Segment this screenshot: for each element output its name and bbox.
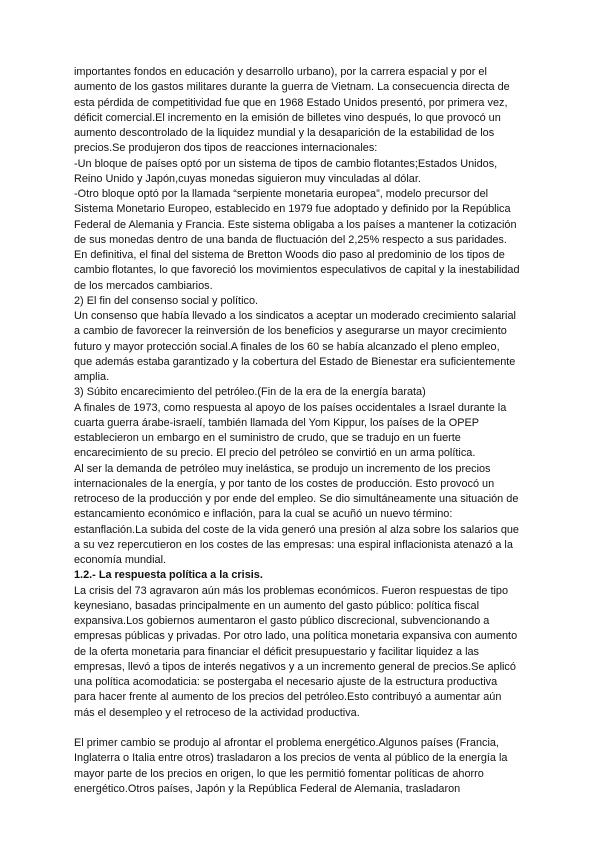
text-line: establecieron un embargo en el suministro de crudo, que se tradujo en un fuerte [74, 432, 461, 444]
text-line: estancamiento económico e inflación, para la cual se acuñó un nuevo término: [74, 508, 453, 521]
text-line: esta pérdida de competitividad fue que en 1968 Estado Unidos presentó, por primera vez, [74, 96, 508, 109]
text-line: -Otro bloque optó por la llamada “serpiente monetaria europea”, modelo precursor del [74, 188, 489, 200]
text-line: aumento de los gastos militares durante la guerra de Vietnam. La consecuencia directa de [74, 81, 510, 94]
text-line: de la oferta monetaria para financiar el déficit presupuestario y facilitar liquidez a las [74, 645, 479, 658]
text-line: amplia. [74, 371, 110, 383]
text-line: futuro y mayor protección social.A finales de los 60 se había alcanzado el pleno empleo, [74, 340, 500, 353]
text-line: retroceso de la producción y por ende del empleo. Se dio simultáneamente una situación de [74, 493, 519, 505]
text-line: aumento descontrolado de la liquidez mundial y la desaparición de la estabilidad de los [74, 127, 495, 139]
text-line: a su vez repercutieron en los costes de las empresas: una espiral inflacionista atenazó a la [74, 538, 513, 551]
text-line: precios.Se produjeron dos tipos de reacciones internacionales: [74, 142, 378, 155]
text-line: Inglaterra o Italia entre otros) trasladaron a los precios de venta al público de la energía la [74, 752, 508, 765]
text-line: que además estaba garantizado y la cobertura del Estado de Bienestar era suficientemente [74, 355, 516, 368]
text-line: Sistema Monetario Europeo, establecido en 1979 fue adoptado y definido por la República [74, 203, 511, 216]
text-line: empresas, llevó a tipos de interés negativos y a un incremento general de precios.Se aplicó [74, 660, 516, 673]
text-line: estanflación.La subida del coste de la vida generó una presión al alza sobre los salarios que [74, 523, 519, 536]
text-line: economía mundial. [74, 554, 167, 566]
text-line: Federal de Alemania y Francia. Este sistema obligaba a los países a mantener la cotización [74, 218, 517, 231]
text-line: Al ser la demanda de petróleo muy inelástica, se produjo un incremento de los precios [74, 462, 491, 475]
text-line: Un consenso que había llevado a los sindicatos a aceptar un moderado crecimiento salarial [74, 310, 516, 322]
text-line: energético.Otros países, Japón y la República Federal de Alemania, trasladaron [74, 782, 461, 795]
text-line: para hacer frente al aumento de los precios del petróleo.Esto contribuyó a aumentar aún [74, 691, 502, 704]
text-line: cuarta guerra árabe-israelí, también llamada del Yom Kippur, los países de la OPEP [74, 416, 479, 429]
text-line: una política acomodaticia: se postergaba el necesario ajuste de la estructura productiva [74, 676, 498, 688]
section-heading: 1.2.- La respuesta política a la crisis. [74, 569, 263, 582]
text-line: expansiva.Los gobiernos aumentaron el gasto público discrecional, subvencionando a [74, 615, 490, 627]
text-line: de sus monedas dentro de una banda de fluctuación del 2,25% respecto a sus paridades. [74, 233, 507, 246]
text-line: mayor parte de los precios en origen, lo que les permitió fomentar políticas de ahorro [74, 767, 484, 780]
paragraph-gap [74, 721, 534, 736]
text-line: keynesiano, basadas principalmente en un aumento del gasto público: política fiscal [74, 599, 480, 612]
text-line: cambio flotantes, lo que favoreció los movimientos especulativos de capital y la inestabilidad [74, 264, 520, 277]
text-line: Reino Unido y Japón,cuyas monedas siguieron muy vinculadas al dólar. [74, 172, 421, 185]
text-line: internacionales de la energía, y por tanto de los costes de producción. Esto provocó un [74, 477, 495, 490]
text-line: 3) Súbito encarecimiento del petróleo.(Fin de la era de la energía barata) [74, 386, 426, 399]
text-line: -Un bloque de países optó por un sistema de tipos de cambio flotantes;Estados Unidos, [74, 157, 498, 170]
text-line: de los mercados cambiarios. [74, 279, 213, 292]
text-line: A finales de 1973, como respuesta al apoyo de los países occidentales a Israel durante la [74, 401, 507, 414]
document-page [74, 65, 534, 797]
text-line: encarecimiento de su precio. El precio del petróleo se convirtió en un arma política. [74, 447, 476, 460]
text-line: El primer cambio se produjo al afrontar el problema energético.Algunos países (Francia, [74, 737, 499, 749]
text-line: importantes fondos en educación y desarrollo urbano), por la carrera espacial y por el [74, 66, 487, 78]
text-line: 2) El fin del consenso social y político. [74, 294, 259, 307]
text-line: a cambio de favorecer la reinversión de los beneficios y asegurarse un mayor crecimiento [74, 325, 507, 338]
text-line: En definitiva, el final del sistema de Bretton Woods dio paso al predominio de los tipos de [74, 249, 505, 261]
text-line: La crisis del 73 agravaron aún más los problemas económicos. Fueron respuestas de tipo [74, 584, 509, 597]
text-line: empresas públicas y privadas. Por otro lado, una política monetaria expansiva con aumento [74, 630, 518, 643]
text-line: déficit comercial.El incremento en la emisión de billetes vino después, lo que provocó un [74, 111, 501, 124]
text-line: más el desempleo y el retroceso de la actividad productiva. [74, 706, 360, 719]
